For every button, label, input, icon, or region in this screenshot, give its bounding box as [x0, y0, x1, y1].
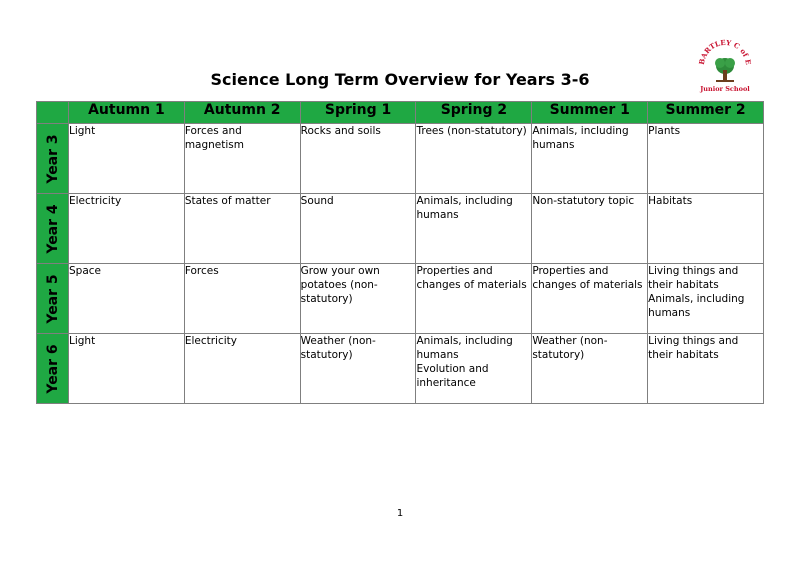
overview-table [36, 101, 764, 404]
table-cell: Living things and their habitats Animals, including humans [648, 264, 764, 334]
page-number: 1 [396, 508, 404, 519]
column-header-spring-1: Spring 1 [300, 102, 416, 124]
table-cell: Weather (non-statutory) [300, 334, 416, 404]
table-row-year-6 [37, 334, 764, 404]
table-row-year-4 [37, 194, 764, 264]
table-cell: Animals, including humans Evolution and inheritance [416, 334, 532, 404]
table-cell: Trees (non-statutory) [416, 124, 532, 194]
table-cell: Properties and changes of materials [416, 264, 532, 334]
row-header-year-4 [37, 194, 69, 264]
header-row [37, 102, 764, 124]
row-header-year-3 [37, 124, 69, 194]
page-title: Science Long Term Overview for Years 3-6 [210, 70, 590, 89]
table-cell: Habitats [648, 194, 764, 264]
column-header-spring-2: Spring 2 [416, 102, 532, 124]
table-cell: Animals, including humans [532, 124, 648, 194]
table-cell: Light [69, 124, 185, 194]
table-row-year-3 [37, 124, 764, 194]
table-cell: Electricity [69, 194, 185, 264]
year-label: Year 6 [44, 343, 61, 394]
year-label: Year 3 [44, 133, 61, 184]
corner-cell [37, 102, 69, 124]
table-cell: Non-statutory topic [532, 194, 648, 264]
table-cell: Properties and changes of materials [532, 264, 648, 334]
table-cell: Rocks and soils [300, 124, 416, 194]
column-header-autumn-2: Autumn 2 [184, 102, 300, 124]
column-header-autumn-1: Autumn 1 [69, 102, 185, 124]
table-cell: Electricity [184, 334, 300, 404]
logo-bottom-text: Junior School [700, 85, 750, 93]
table-row-year-5 [37, 264, 764, 334]
year-label: Year 4 [44, 203, 61, 254]
table-cell: Grow your own potatoes (non-statutory) [300, 264, 416, 334]
logo-arc-text: BARTLEY C of E [696, 37, 754, 66]
table-cell: Weather (non-statutory) [532, 334, 648, 404]
table-cell: Forces [184, 264, 300, 334]
table-cell: Plants [648, 124, 764, 194]
row-header-year-5 [37, 264, 69, 334]
table-cell: Animals, including humans [416, 194, 532, 264]
column-header-summer-1: Summer 1 [532, 102, 648, 124]
table-cell: Forces and magnetism [184, 124, 300, 194]
table-cell: States of matter [184, 194, 300, 264]
table-cell: Sound [300, 194, 416, 264]
row-header-year-6 [37, 334, 69, 404]
year-label: Year 5 [44, 273, 61, 324]
table-cell: Light [69, 334, 185, 404]
table-cell: Living things and their habitats [648, 334, 764, 404]
table-cell: Space [69, 264, 185, 334]
column-header-summer-2: Summer 2 [648, 102, 764, 124]
